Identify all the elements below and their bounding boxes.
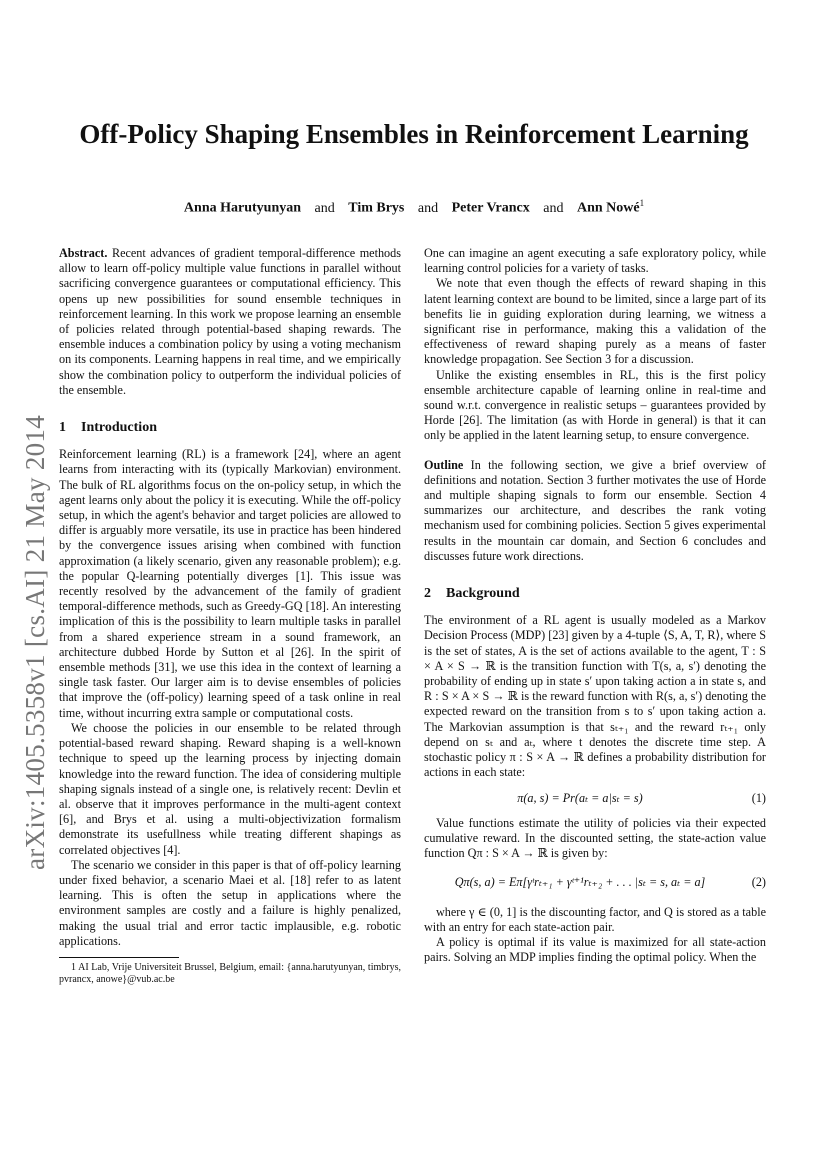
author-joiner: and	[543, 200, 564, 216]
background-paragraph: A policy is optimal if its value is maximized for all state-action pairs. Solving an MDP implies finding the optimal policy. When the	[424, 934, 766, 965]
paper-title: Off-Policy Shaping Ensembles in Reinforcement Learning	[79, 119, 749, 149]
intro-paragraph: The scenario we consider in this paper is that of off-policy learning under fixed behavior, a scenario Maei et al. [18] refer to as latent learning. This is often the setup in applications where the environment samples are costly and a failure is highly penalized, making the usual trial and error tactic implausible, e.g. robotic applications.	[59, 857, 401, 948]
author-joiner: and	[417, 200, 439, 216]
equation-1	[424, 791, 766, 806]
author-name: Tim Brys	[348, 200, 405, 216]
author-list	[60, 198, 768, 217]
outline-text: In the following section, we give a brief overview of definitions and notation. Section 3 further motivates the use of Horde and multiple shaping signals to form our ensemble. Section 4 summarizes our architecture, and describes the rank voting mechanism used for combining policies. Section 5 gives experimental results in the mountain car domain, and Section 6 concludes and discusses future work directions.	[424, 457, 766, 563]
author-name: Ann Nowé	[576, 200, 640, 216]
author-joiner: and	[314, 200, 335, 216]
footnote-divider	[59, 957, 179, 958]
intro-paragraph: Reinforcement learning (RL) is a framework [24], where an agent learns from interacting with its (typically Markovian) environment. The bulk of RL algorithms focus on the on-policy setup, in which the agent learns only about the policy it is executing. While the off-policy setup, in which the agent's behavior and target policies are allowed to differ is arguably more versatile, its use in practice has been hindered by the convergence issues arising when combined with function approximation (a likely scenario, given any reasonable problem); e.g. the popular Q-learning potentially diverges [1]. This issue was recently resolved by the advancement of the family of gradient temporal-difference methods, such as Greedy-GQ [18]. An interesting implication of this is the possibility to learn multiple tasks in parallel from a shared experience stream in a sound framework, an architecture dubbed Horde by Sutton et al [26]. In the spirit of ensemble methods [31], we use this idea in the context of learning a single task faster. Our larger aim is to devise ensembles of policies that improve the (off-policy) learning speed of a task online in real time, without incurring extra sample or computational costs.	[59, 447, 401, 720]
arxiv-stamp	[20, 370, 60, 870]
equation-number: (2)	[751, 875, 766, 890]
background-paragraph: where γ ∈ (0, 1] is the discounting factor, and Q is stored as a table with an entry for each state-action pair.	[424, 904, 766, 934]
section-title: Background	[446, 586, 520, 602]
section-heading-background	[424, 586, 766, 601]
intro-paragraph: Unlike the existing ensembles in RL, this is the first policy ensemble architecture capable of learning online in real-time and sound w.r.t. convergence in realistic setups – guarantees provided by Horde [26]. The limitation (as with Horde in general) is that it can only be applied in the latent learning setup, to ensure convergence.	[424, 367, 766, 443]
equation-2	[424, 875, 766, 890]
outline-paragraph	[424, 458, 766, 564]
intro-paragraph: We choose the policies in our ensemble to be related through potential-based reward shaping. Reward shaping is a well-known technique to speed up the learning process by injecting domain knowledge into the reward function. The idea of considering multiple shaping signals instead of a single one, is relatively recent: Devlin et al. observe that it improves performance in the multi-agent context [6], and Brys et al. using a multi-objectivization formalism demonstrate its usefullness while treating different shapings as correlated objectives [4].	[59, 720, 401, 857]
abstract-label: Abstract.	[59, 246, 108, 260]
outline-label: Outline	[424, 457, 464, 472]
background-paragraph: The environment of a RL agent is usually modeled as a Markov Decision Process (MDP) [23] given by a 4-tuple ⟨S, A, T, R⟩, where S is the set of states, A is the set of actions available to the agent, T : S × A × S → ℝ is the transition function with T(s, a, s′) denoting the probability of ending up in state s′ upon taking action a in state s, and R : S × A × S → ℝ is the reward function with R(s, a, s′) denoting the expected reward on the transition from s to s′ upon taking action a. The Markovian assumption is that sₜ₊₁ and the reward rₜ₊₁ only depend on sₜ and aₜ, where t denotes the discrete time step. A stochastic policy π : S × A → ℝ defines a probability distribution for actions in each state:	[424, 613, 766, 780]
affiliation-footnote: 1 AI Lab, Vrije Universiteit Brussel, Belgium, email: {anna.harutyunyan, timbrys, pvrancx, anowe}@vub.ac.be	[59, 961, 401, 986]
intro-paragraph: We note that even though the effects of reward shaping in this latent learning context are bound to be limited, since a large part of its benefits lie in guiding exploration during learning, we witness a significant rise in performance, making this a validation of the effectiveness of reward shaping purely as a means of faster knowledge propagation. See Section 3 for a discussion.	[424, 276, 766, 367]
right-column	[424, 246, 766, 965]
author-name: Peter Vrancx	[451, 200, 530, 216]
left-column	[59, 246, 401, 987]
arxiv-stamp-text: arXiv:1405.5358v1 [cs.AI] 21 May 2014	[20, 414, 50, 870]
intro-paragraph: One can imagine an agent executing a safe exploratory policy, while learning control policies for a variety of tasks.	[424, 246, 766, 276]
background-paragraph: Value functions estimate the utility of policies via their expected cumulative reward. In the discounted setting, the state-action value function Qπ : S × A → ℝ is given by:	[424, 815, 766, 861]
author-name: Anna Harutyunyan	[183, 200, 302, 216]
equation-formula: Qπ(s, a) = Eπ[γᵗrₜ₊₁ + γᵗ⁺¹rₜ₊₂ + . . . |sₜ = s, aₜ = a]	[454, 875, 706, 890]
section-title: Introduction	[81, 420, 157, 436]
abstract-text: Recent advances of gradient temporal-difference methods allow to learn off-policy multiple value functions in parallel without sacrificing convergence guarantees or computational efficiency. This opens up new possibilities for sound ensemble techniques in reinforcement learning. In this work we propose learning an ensemble of policies related through potential-based shaping rewards. The ensemble induces a combination policy by using a voting mechanism on its components. Learning happens in real time, and we empirically show the combination policy to outperform the individual policies of the ensemble.	[59, 246, 401, 397]
equation-number: (1)	[751, 790, 766, 805]
abstract	[59, 246, 401, 398]
section-number: 2	[424, 586, 431, 602]
section-number: 1	[59, 420, 66, 436]
section-heading-introduction	[59, 420, 401, 435]
footnote-mark: 1	[639, 198, 645, 208]
equation-formula: π(a, s) = Pr(aₜ = a|sₜ = s)	[517, 790, 643, 805]
